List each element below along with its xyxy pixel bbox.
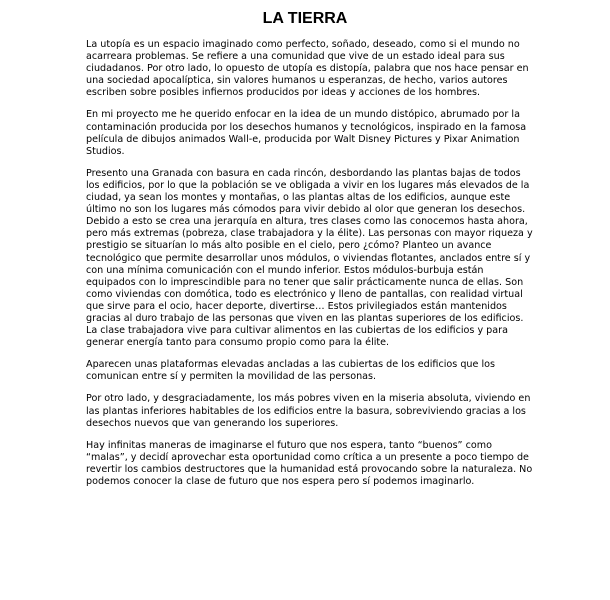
paragraph-5: Por otro lado, y desgraciadamente, los más pobres viven en la miseria absoluta, viviendo en las plantas inferiores habitables de los edificios entre la basura, sobreviviendo gracias a los desechos nuevos que van generando los superiores. — [86, 393, 531, 429]
paragraph-4: Aparecen unas plataformas elevadas ancladas a las cubiertas de los edificios que los comunican entre sí y permiten la movilidad de las personas. — [86, 359, 495, 383]
document-body — [86, 39, 534, 488]
paragraph-3: Presento una Granada con basura en cada rincón, desbordando las plantas bajas de todos los edificios, por lo que la población se ve obligada a vivir en los lugares más elevados de la ciudad, ya sean los montes y montañas, o las plantas altas de los edificios, aunque este último no son los lugares más cómodos para vivir debido al olor que generan los desechos. Debido a esto se crea una jerarquía en altura, tres clases como las conocemos hasta ahora, pero más extremas (pobreza, clase trabajadora y la élite). Las personas con mayor riqueza y prestigio se situarían lo más alto posible en el cielo, pero ¿cómo? Planteo un avance tecnológico que permite desarrollar unos módulos, o viviendas flotantes, anclados entre sí y con una mínima comunicación con el mundo inferior. Estos módulos-burbuja están equipados con lo imprescindible para no tener que salir prácticamente nunca de ellas. Son como viviendas con domótica, todo es electrónico y lleno de pantallas, con realidad virtual que sirve para el ocio, hacer deporte, divertirse… Estos privilegiados están mantenidos gracias al duro trabajo de las personas que viven en las plantas superiores de los edificios. La clase trabajadora vive para cultivar alimentos en las cubiertas de los edificios y para generar energía tanto para consumo propio como para la élite. — [86, 167, 533, 349]
document-title: LA TIERRA — [262, 10, 348, 27]
paragraph-1: La utopía es un espacio imaginado como perfecto, soñado, deseado, como si el mundo no acarreara problemas. Se refiere a una comunidad que vive de un estado ideal para sus ciudadanos. Por otro lado, lo opuesto de utopía es distopía, palabra que nos hace pensar en una sociedad apocalíptica, sin valores humanos u esperanzas, de hecho, varios autores escriben sobre posibles infiernos producidos por ideas y acciones de los hombres. — [86, 39, 529, 99]
paragraph-6: Hay infinitas maneras de imaginarse el futuro que nos espera, tanto “buenos” como “malas”, y decidí aprovechar esta oportunidad como crítica a un presente a poco tiempo de revertir los cambios destructores que la humanidad está provocando sobre la naturaleza. No podemos conocer la clase de futuro que nos espera pero sí podemos imaginarlo. — [86, 439, 533, 487]
paragraph-2: En mi proyecto me he querido enfocar en la idea de un mundo distópico, abrumado por la contaminación producida por los desechos humanos y tecnológicos, inspirado en la famosa película de dibujos animados Wall-e, producida por Walt Disney Pictures y Pixar Animation Studios. — [86, 109, 527, 157]
